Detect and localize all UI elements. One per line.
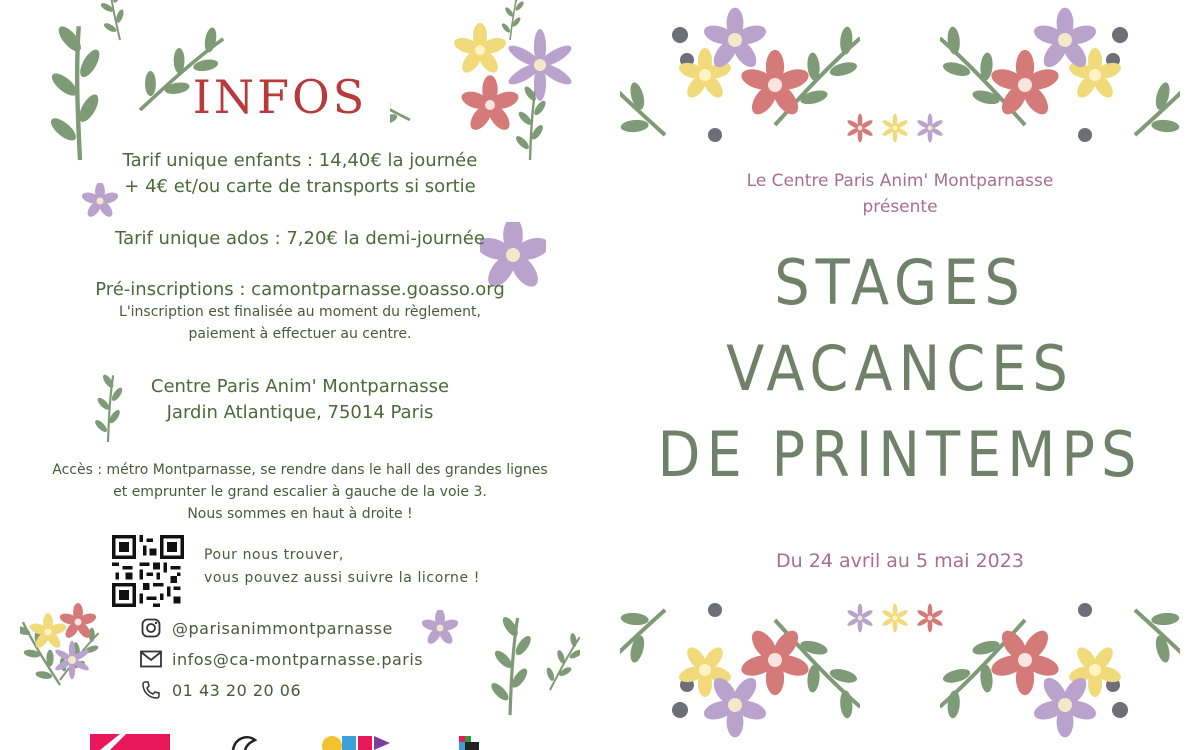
acces-line-3: Nous sommes en haut à droite !: [187, 506, 413, 522]
phone-icon: [140, 679, 162, 701]
instagram-link[interactable]: [140, 617, 393, 639]
partner-logo-4: [455, 730, 495, 750]
tarif-enfants-extra: + 4€ et/ou carte de transports si sortie: [124, 176, 476, 197]
qr-text-2: vous pouvez aussi suivre la licorne !: [204, 570, 480, 586]
tarif-enfants: Tarif unique enfants : 14,40€ la journée: [122, 150, 478, 171]
acces-line-1: Accès : métro Montparnasse, se rendre dans le hall des grandes lignes: [52, 462, 548, 478]
partner-logo-2: [225, 730, 265, 750]
preinscriptions: Pré-inscriptions : camontparnasse.goasso.org: [95, 279, 505, 300]
mail-icon: [140, 648, 162, 670]
instagram-icon: [140, 617, 162, 639]
qr-code[interactable]: [112, 535, 184, 607]
cover-page: [600, 0, 1200, 750]
email-link[interactable]: [140, 648, 423, 670]
flower-bouquet-icon: [940, 540, 1180, 750]
presenter-line-2: présente: [862, 197, 938, 217]
partner-logos: [90, 730, 495, 750]
qr-text-1: Pour nous trouver,: [204, 547, 344, 563]
leaf-branch-icon: [490, 600, 580, 720]
infos-title: INFOS: [192, 70, 368, 124]
phone-link[interactable]: [140, 679, 301, 701]
phone-number: 01 43 20 20 06: [172, 680, 302, 700]
flower-bouquet-icon: [620, 540, 860, 750]
title-line-1: STAGES: [774, 246, 1026, 319]
instagram-handle: @parisanimmontparnasse: [172, 618, 393, 638]
acces-line-2: et emprunter le grand escalier à gauche de la voie 3.: [113, 484, 487, 500]
inscription-note-2: paiement à effectuer au centre.: [188, 326, 412, 342]
paris-14-logo: [90, 730, 170, 750]
flower-icon: [422, 610, 458, 646]
title-line-2: VACANCES: [726, 332, 1074, 405]
email-address: infos@ca-montparnasse.paris: [172, 649, 424, 669]
centre-address: Jardin Atlantique, 75014 Paris: [166, 402, 434, 423]
centre-name: Centre Paris Anim' Montparnasse: [150, 376, 450, 397]
flower-row-icon: [840, 106, 950, 150]
dates: Du 24 avril au 5 mai 2023: [776, 550, 1024, 572]
inscription-note-1: L'inscription est finalisée au moment du règlement,: [119, 304, 481, 320]
presenter-line-1: Le Centre Paris Anim' Montparnasse: [746, 171, 1054, 191]
partner-logo-3: [320, 730, 400, 750]
title-line-3: DE PRINTEMPS: [657, 418, 1143, 491]
tarif-ados: Tarif unique ados : 7,20€ la demi-journée: [115, 228, 485, 249]
